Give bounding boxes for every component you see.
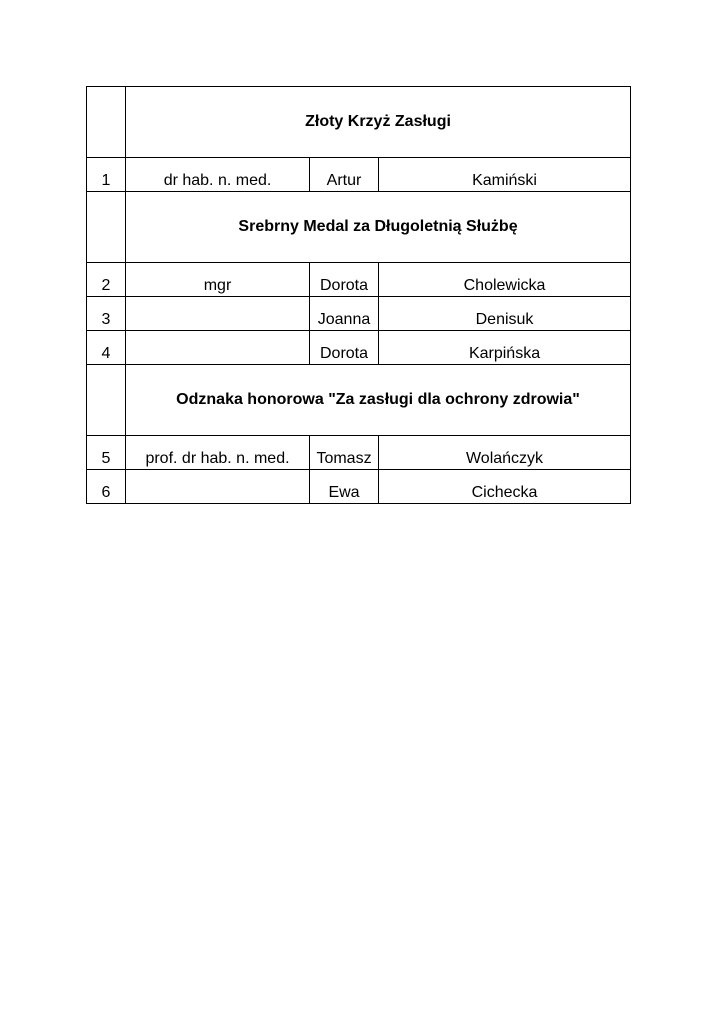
section-title: Odznaka honorowa "Za zasługi dla ochrony zdrowia" xyxy=(126,365,631,436)
last-name: Cichecka xyxy=(471,484,538,501)
row-number-cell xyxy=(87,331,126,365)
section-number-cell xyxy=(87,192,126,263)
row-number: 2 xyxy=(101,277,111,294)
academic-title-cell xyxy=(126,331,310,365)
section-header-row xyxy=(87,365,631,436)
table-row xyxy=(87,263,631,297)
row-number-cell xyxy=(87,470,126,504)
academic-title-cell xyxy=(126,470,310,504)
last-name-cell xyxy=(379,331,631,365)
last-name-cell xyxy=(379,263,631,297)
first-name-cell xyxy=(310,331,379,365)
section-header-row xyxy=(87,192,631,263)
section-header-row xyxy=(87,87,631,158)
row-number: 3 xyxy=(101,311,111,328)
first-name-cell xyxy=(310,263,379,297)
row-number: 6 xyxy=(101,484,111,501)
first-name: Dorota xyxy=(319,277,369,294)
first-name: Ewa xyxy=(328,484,360,501)
first-name-cell xyxy=(310,297,379,331)
section-number-cell xyxy=(87,365,126,436)
first-name-cell xyxy=(310,436,379,470)
row-number: 4 xyxy=(101,345,111,362)
row-number-cell xyxy=(87,263,126,297)
table-row xyxy=(87,331,631,365)
last-name: Denisuk xyxy=(475,311,534,328)
row-number: 5 xyxy=(101,450,111,467)
last-name: Kamiński xyxy=(472,172,537,189)
awards-table xyxy=(86,86,631,504)
section-number-cell xyxy=(87,87,126,158)
academic-title-cell xyxy=(126,297,310,331)
first-name: Dorota xyxy=(319,345,369,362)
academic-title: prof. dr hab. n. med. xyxy=(145,450,290,467)
last-name-cell xyxy=(379,436,631,470)
first-name-cell xyxy=(310,470,379,504)
last-name: Wolańczyk xyxy=(465,450,544,467)
table-row xyxy=(87,297,631,331)
row-number-cell xyxy=(87,297,126,331)
academic-title-cell xyxy=(126,263,310,297)
table-row xyxy=(87,470,631,504)
first-name: Joanna xyxy=(317,311,371,328)
academic-title: dr hab. n. med. xyxy=(163,172,272,189)
first-name: Artur xyxy=(326,172,362,189)
first-name-cell xyxy=(310,158,379,192)
table-row xyxy=(87,158,631,192)
row-number-cell xyxy=(87,436,126,470)
last-name: Karpińska xyxy=(468,345,541,362)
last-name-cell xyxy=(379,297,631,331)
academic-title-cell xyxy=(126,436,310,470)
first-name: Tomasz xyxy=(316,450,372,467)
last-name-cell xyxy=(379,470,631,504)
section-title: Złoty Krzyż Zasługi xyxy=(126,87,631,158)
section-title: Srebrny Medal za Długoletnią Służbę xyxy=(126,192,631,263)
academic-title-cell xyxy=(126,158,310,192)
table-row xyxy=(87,436,631,470)
academic-title: mgr xyxy=(203,277,232,294)
row-number: 1 xyxy=(101,172,111,189)
last-name: Cholewicka xyxy=(463,277,546,294)
row-number-cell xyxy=(87,158,126,192)
last-name-cell xyxy=(379,158,631,192)
